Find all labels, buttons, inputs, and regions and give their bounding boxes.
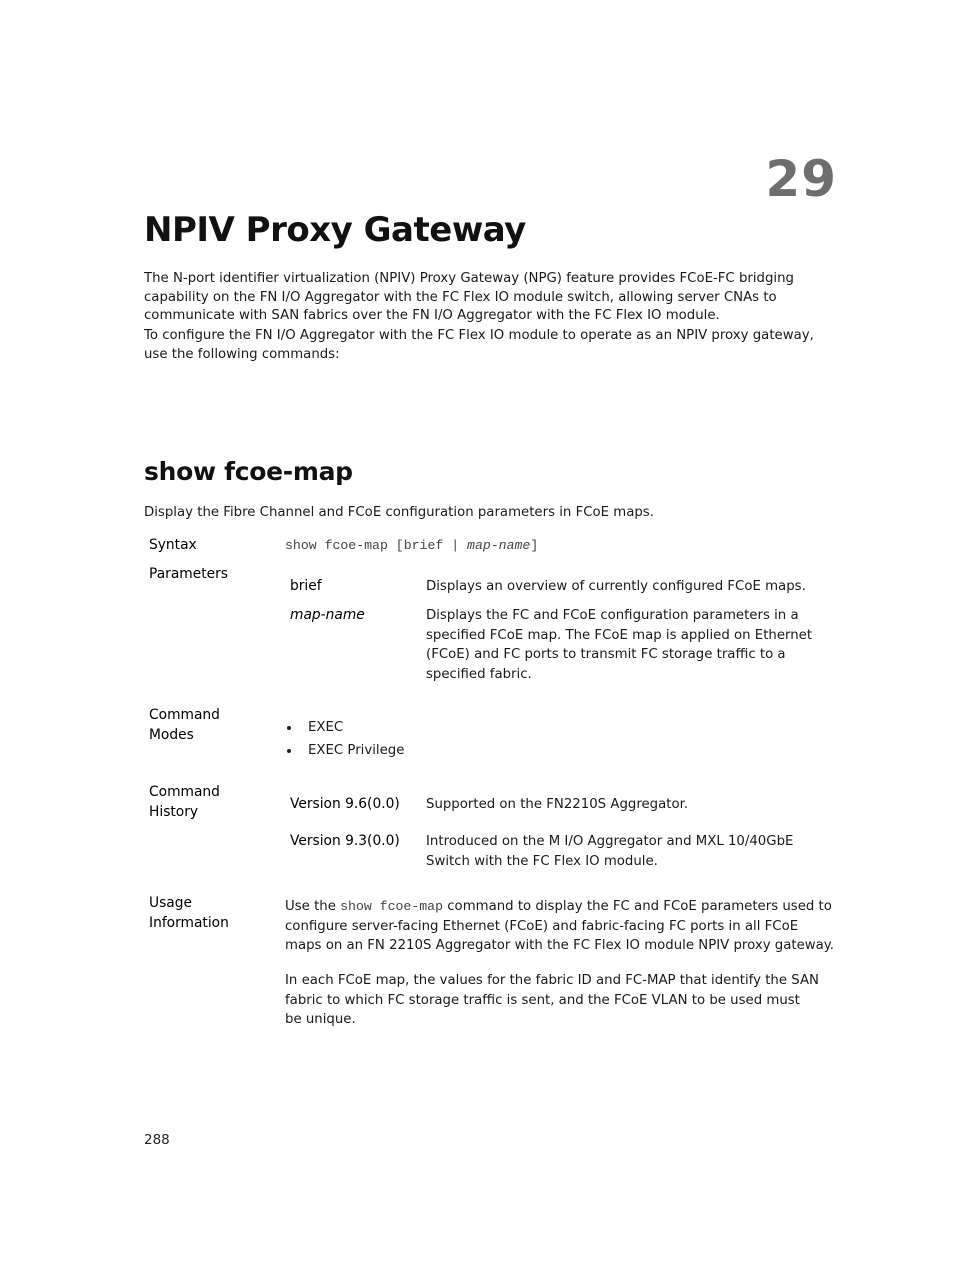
usage-paragraph-1	[285, 897, 835, 956]
syntax-label: Syntax	[149, 537, 197, 553]
modes-label-line-2: Modes	[149, 726, 194, 743]
parameters-label: Parameters	[149, 566, 228, 582]
usage-p1-before: Use the	[285, 899, 341, 914]
usage-label-line-1: Usage	[149, 895, 192, 911]
page-number: 288	[144, 1132, 170, 1148]
command-description: Display the Fibre Channel and FCoE configuration parameters in FCoE maps.	[144, 505, 654, 520]
param-desc-brief: Displays an overview of currently configured FCoE maps.	[426, 579, 806, 594]
history-label-line-2: History	[149, 803, 199, 820]
command-heading: show fcoe-map	[144, 457, 353, 486]
chapter-number: 29	[765, 150, 837, 208]
intro-paragraph-2: To configure the FN I/O Aggregator with the FC Flex IO module to operate as an NPIV proxy gateway, use the following commands:	[144, 328, 814, 362]
history-desc-2: Introduced on the M I/O Aggregator and MXL 10/40GbE Switch with the FC Flex IO module.	[426, 834, 794, 869]
syntax-suffix: ]	[530, 538, 539, 553]
history-label	[149, 783, 220, 822]
usage-paragraph-2: In each FCoE map, the values for the fabric ID and FC-MAP that identify the SAN fabric to which FC storage traffic is sent, and the FCoE VLAN to be used must be unique.	[285, 973, 819, 1027]
chapter-title: NPIV Proxy Gateway	[144, 210, 526, 250]
usage-label	[149, 894, 229, 933]
param-term-brief: brief	[290, 578, 322, 594]
history-version-2: Version 9.3(0.0)	[290, 833, 400, 849]
syntax-text	[285, 538, 538, 553]
intro-paragraph-1: The N-port identifier virtualization (NPIV) Proxy Gateway (NPG) feature provides FCoE-FC bridging capability on the FN I/O Aggregator with the FC Flex IO module switch, allowing server CNAs to communicate with SAN fabrics over the FN I/O Aggregator with the FC Flex IO module.	[144, 271, 794, 323]
history-label-line-1: Command	[149, 784, 220, 800]
param-term-map-name: map-name	[290, 607, 365, 623]
usage-p1-after: command to display the FC and FCoE parameters used to configure server-facing Ethernet (FCoE) and fabric-facing FC ports in all FCoE maps on an FN 2210S Aggregator with the FC Flex IO module NPIV proxy gateway.	[285, 899, 835, 953]
list-item: EXEC Privilege	[285, 741, 404, 764]
usage-label-line-2: Information	[149, 914, 229, 931]
syntax-variable: map-name	[467, 538, 531, 553]
history-version-1: Version 9.6(0.0)	[290, 796, 400, 812]
history-desc-1: Supported on the FN2210S Aggregator.	[426, 797, 689, 812]
usage-p1-code: show fcoe-map	[340, 899, 444, 914]
modes-list	[285, 718, 404, 764]
syntax-prefix: show fcoe-map [brief |	[285, 538, 468, 553]
modes-label	[149, 706, 220, 745]
param-desc-map-name: Displays the FC and FCoE configuration parameters in a specified FCoE map. The FCoE map is applied on Ethernet (FCoE) and FC ports to transmit FC storage traffic to a specified fabric.	[426, 608, 813, 682]
modes-label-line-1: Command	[149, 707, 220, 723]
list-item: EXEC	[285, 718, 404, 741]
